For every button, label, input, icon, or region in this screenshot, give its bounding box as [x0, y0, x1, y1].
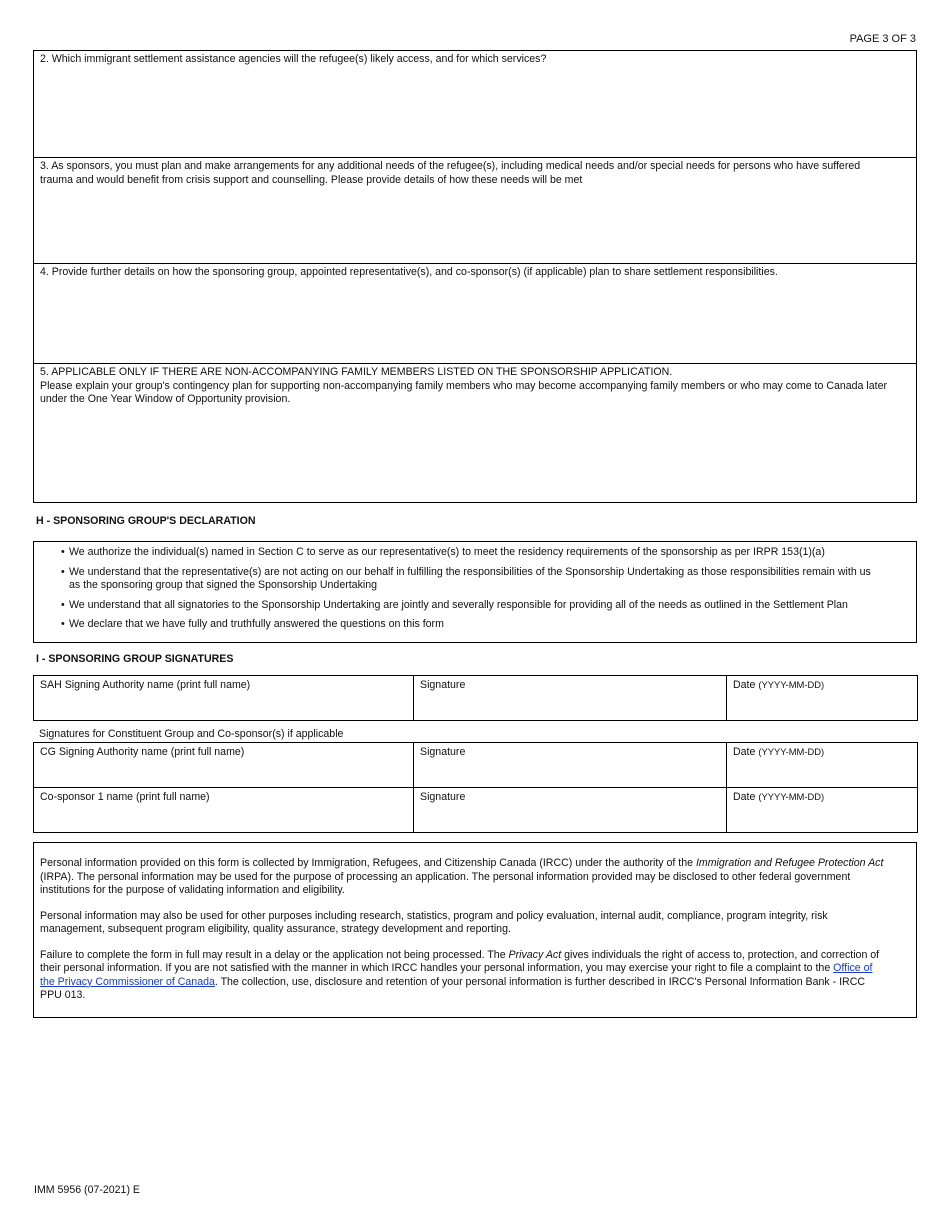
sah-name-field[interactable] — [34, 676, 414, 721]
sah-date-field[interactable] — [727, 676, 918, 721]
bullet-icon: • — [61, 565, 65, 578]
declaration-item: • We authorize the individual(s) named in Section C to serve as our representative(s) to meet the residency requirements of the sponsorship as per IRPR 153(1)(a) — [61, 546, 825, 558]
cosponsor-signature-field[interactable] — [414, 788, 727, 833]
question-4-field[interactable] — [34, 263, 916, 363]
cosponsor-name-label: Co-sponsor 1 name (print full name) — [40, 791, 210, 803]
sah-date-label: Date — [733, 679, 756, 691]
cosponsor-name-field[interactable] — [34, 788, 414, 833]
privacy-commissioner-link[interactable]: the Privacy Commissioner of Canada — [40, 975, 215, 988]
settlement-questions-box — [33, 50, 917, 503]
question-3-text: 3. As sponsors, you must plan and make arrangements for any additional needs of the refugee(s), including medical needs and/or special needs for persons who have suffered trauma and would benefit from crisis support and counselling. Please provide details of how these needs will be met — [40, 160, 861, 186]
sah-name-label: SAH Signing Authority name (print full name) — [40, 679, 251, 691]
cg-date-label: Date — [733, 746, 756, 758]
cosponsor-date-label: Date — [733, 791, 756, 803]
cg-date-field[interactable] — [727, 743, 918, 788]
privacy-commissioner-link[interactable]: Office of — [833, 962, 873, 975]
privacy-notice-box — [33, 842, 917, 1018]
page-number: PAGE 3 OF 3 — [849, 33, 916, 45]
question-4-text: 4. Provide further details on how the sponsoring group, appointed representative(s), and co-sponsor(s) (if applicable) plan to share settlement responsibilities. — [40, 266, 778, 278]
section-i-heading: I - SPONSORING GROUP SIGNATURES — [36, 653, 234, 665]
privacy-paragraph-3: Failure to complete the form in full may result in a delay or the application not being processed. The Privacy Act gives individuals the right of access to, protection, and correction of their personal information. If you are not satisfied with the manner in which IRCC handles your personal information, you may exercise your right to file a complaint to the Office of the Privacy Commissioner of Canada. The collection, use, disclosure and retention of your personal information is further described in IRCC's Personal Information Bank - IRCC PPU 013. — [40, 948, 880, 1002]
declaration-item: • We declare that we have fully and truthfully answered the questions on this form — [61, 618, 444, 631]
cg-name-label: CG Signing Authority name (print full name) — [40, 746, 245, 758]
sah-signature-label: Signature — [420, 679, 466, 691]
cg-signature-label: Signature — [420, 746, 466, 758]
declaration-item: • We understand that all signatories to the Sponsorship Undertaking are jointly and severally responsible for providing all of the needs as outlined in the Settlement Plan — [61, 598, 848, 611]
date-format-hint: (YYYY-MM-DD) — [758, 746, 825, 757]
date-format-hint: (YYYY-MM-DD) — [758, 791, 825, 802]
bullet-icon: • — [61, 598, 65, 611]
privacy-paragraph-2: Personal information may also be used for other purposes including research, statistics, program and policy evaluation, internal audit, compliance, program integrity, risk management, subsequent program eligibility, quality assurance, strategy development and reporting. — [40, 909, 828, 936]
question-2-field[interactable] — [34, 51, 916, 157]
constituent-caption: Signatures for Constituent Group and Co-sponsor(s) if applicable — [39, 728, 344, 740]
date-format-hint: (YYYY-MM-DD) — [758, 679, 825, 690]
sah-signature-field[interactable] — [414, 676, 727, 721]
question-5-text: 5. APPLICABLE ONLY IF THERE ARE NON-ACCOMPANYING FAMILY MEMBERS LISTED ON THE SPONSORSHIP APPLICATION. Please explain your group's contingency plan for supporting non-accompanying family members who may become accompanying family members or who may come to Canada later under the One Year Window of Opportunity provision. — [40, 366, 887, 406]
bullet-icon: • — [61, 618, 65, 631]
declaration-box — [33, 541, 917, 643]
form-id: IMM 5956 (07-2021) E — [34, 1184, 140, 1196]
sah-signature-table — [33, 675, 918, 721]
cosponsor-date-field[interactable] — [727, 788, 918, 833]
cg-name-field[interactable] — [34, 743, 414, 788]
question-3-field[interactable] — [34, 157, 916, 263]
cg-signature-field[interactable] — [414, 743, 727, 788]
declaration-item: • We understand that the representative(s) are not acting on our behalf in fulfilling the responsibilities of the Sponsorship Undertaking as those responsibilities remain with us as the sponsoring group that signed the Sponsorship Undertaking — [61, 565, 871, 592]
section-h-heading: H - SPONSORING GROUP'S DECLARATION — [36, 515, 256, 527]
question-2-text: 2. Which immigrant settlement assistance agencies will the refugee(s) likely access, and for which services? — [40, 53, 547, 65]
bullet-icon: • — [61, 546, 65, 558]
constituent-signature-table — [33, 742, 918, 833]
cosponsor-signature-label: Signature — [420, 791, 466, 803]
privacy-paragraph-1: Personal information provided on this form is collected by Immigration, Refugees, and Citizenship Canada (IRCC) under the authority of the Immigration and Refugee Protection Act (IRPA). The personal information may be used for the purpose of processing an application. The personal information provided may be disclosed to other federal government institutions for the purpose of validating information and eligibility. — [40, 857, 884, 897]
question-5-field[interactable] — [34, 363, 916, 502]
